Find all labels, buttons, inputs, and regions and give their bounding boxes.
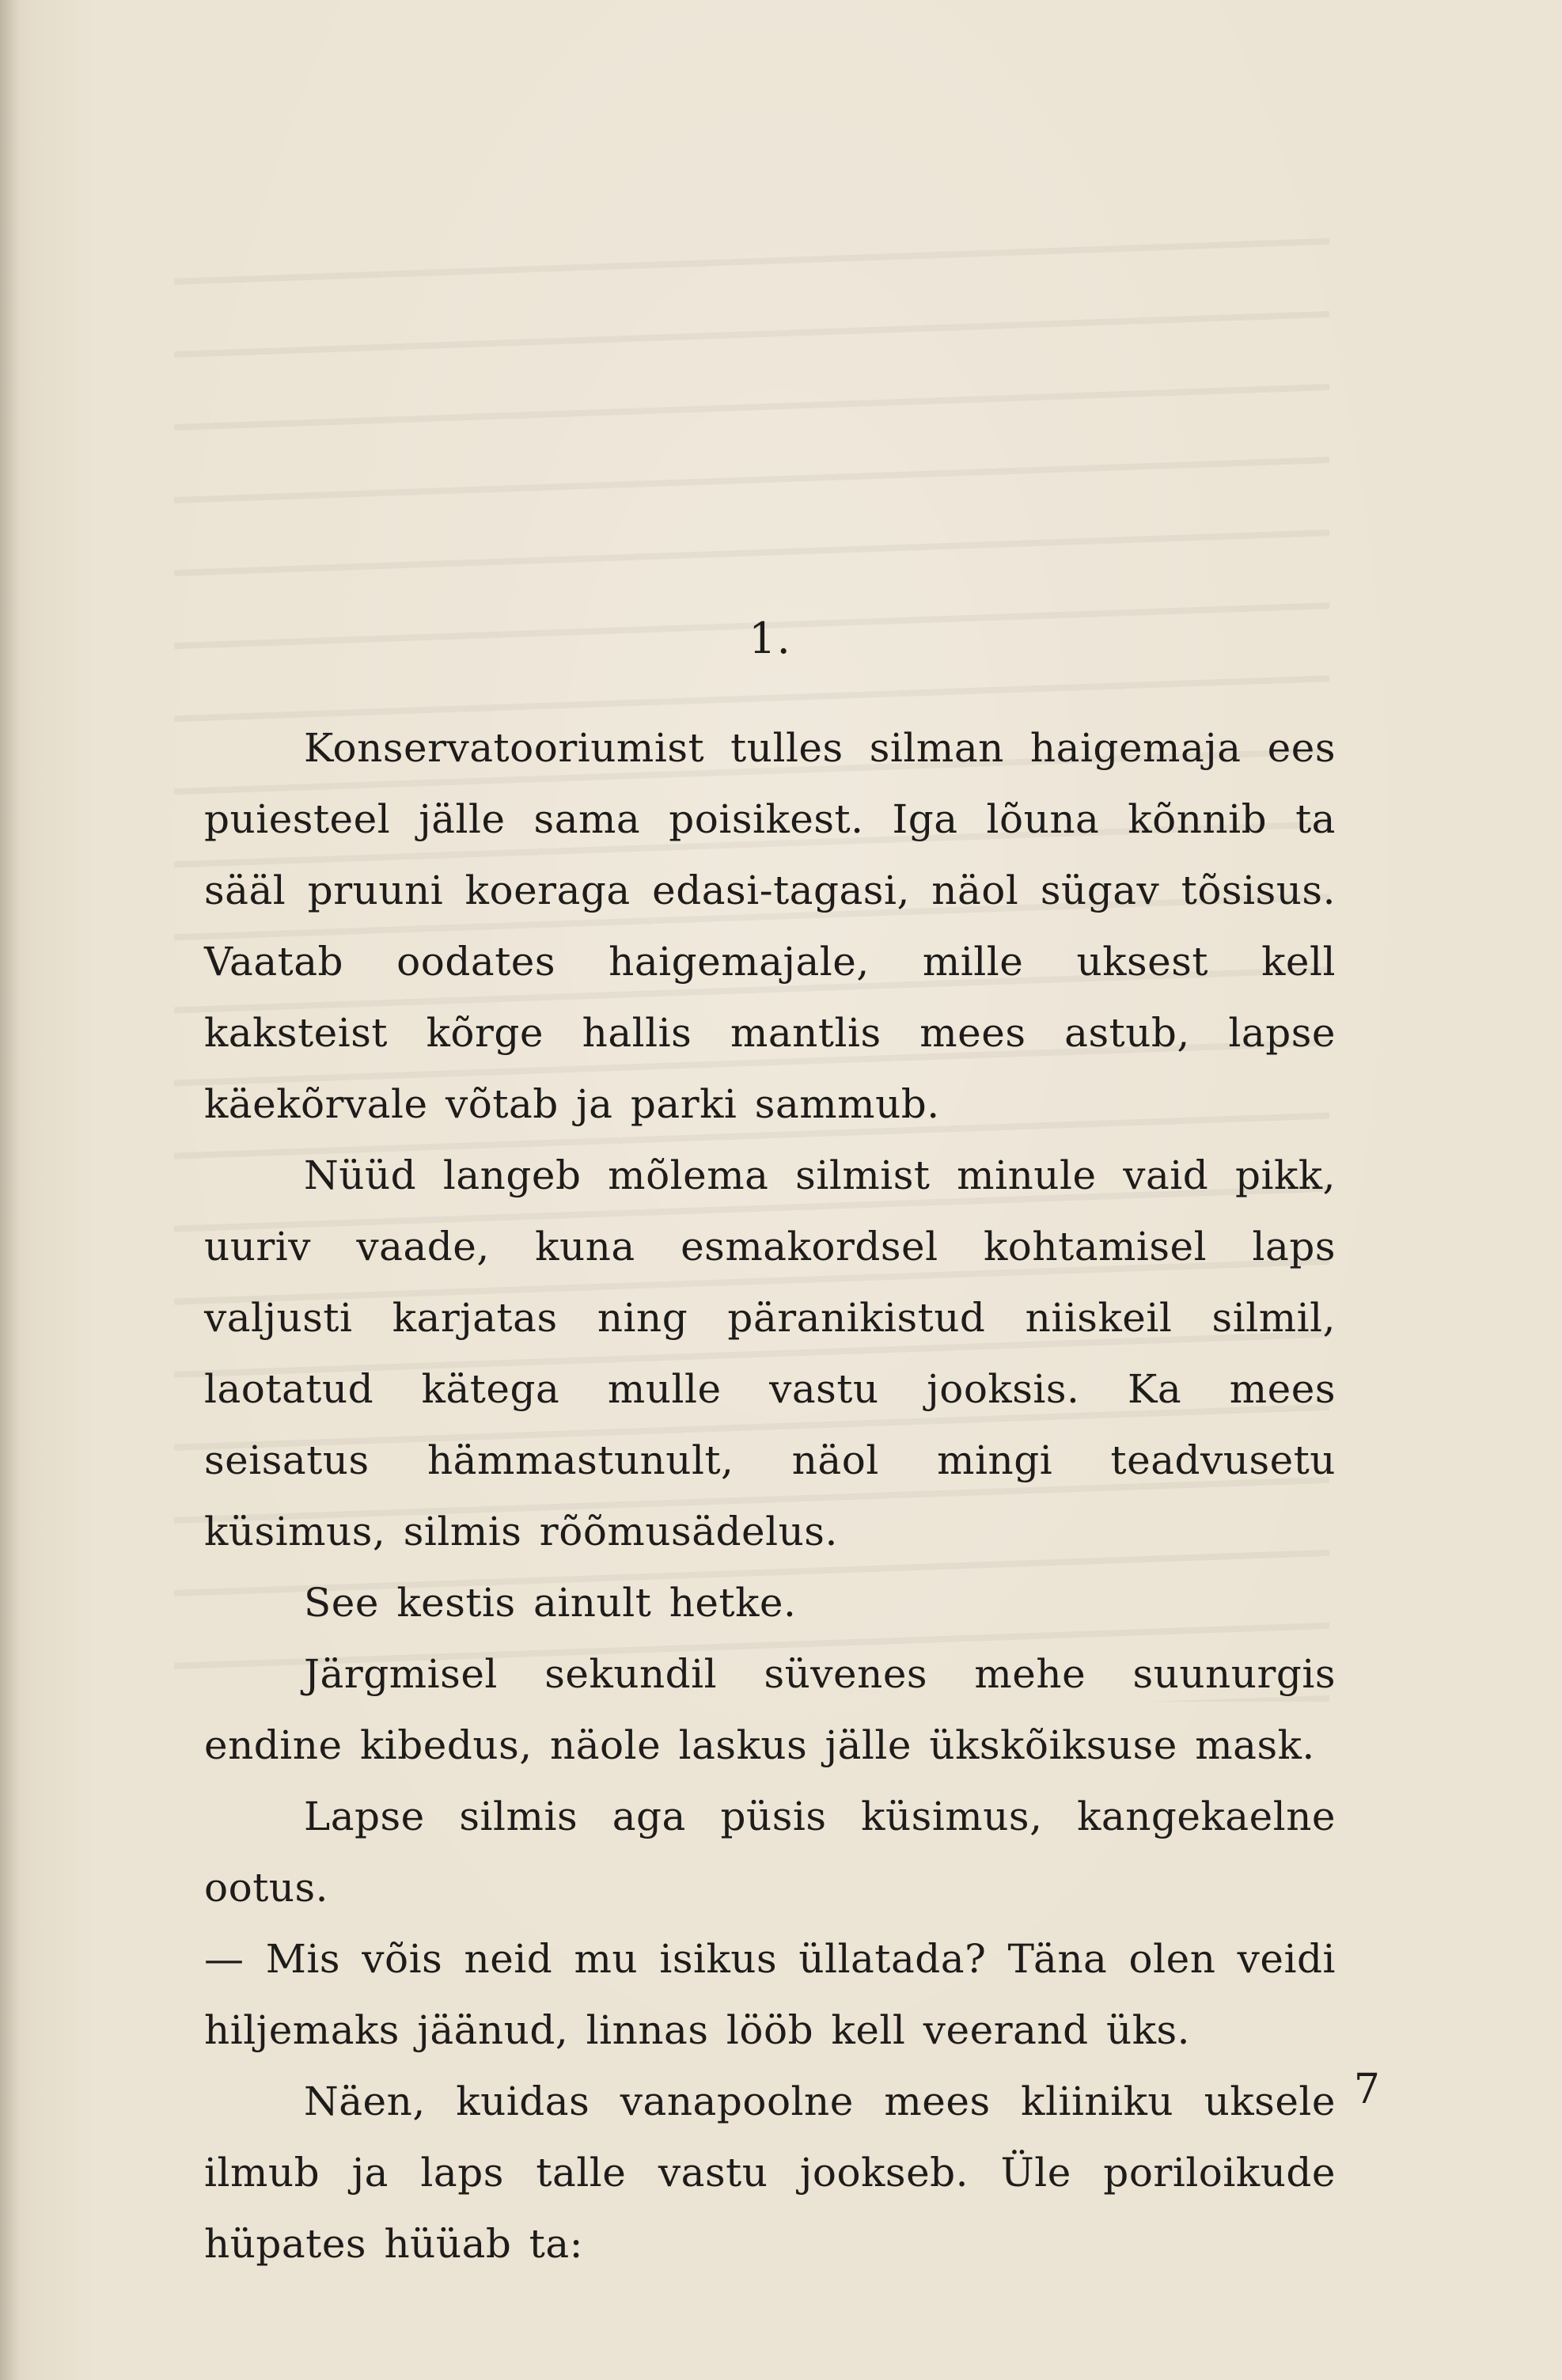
paragraph-3: See kestis ainult hetke. xyxy=(304,1580,797,1626)
page-number: 7 xyxy=(1353,2066,1380,2113)
chapter-number: 1. xyxy=(749,613,791,663)
paragraph-5: Lapse silmis aga püsis küsimus, kangekaelne ootus. xyxy=(204,1794,1336,1911)
page-edge-shadow xyxy=(0,0,19,2380)
paragraph-2: Nüüd langeb mõlema silmist minule vaid pikk, uuriv vaade, kuna esmakordsel kohtamisel laps valjusti karjatas ning päranikistud niiskeil silmil, laotatud kätega mulle vastu jooksis. Ka mees seisatus hämmastunult, näol mingi teadvusetu küsimus, silmis rõõmusädelus. xyxy=(204,1152,1336,1554)
page-content xyxy=(204,613,1336,2279)
paragraph-1: Konservatooriumist tulles silman haigemaja ees puiesteel jälle sama poisikest. Iga lõuna kõnnib ta sääl pruuni koeraga edasi-tagasi, näol sügav tõsisus. Vaatab oodates haigemajale, mille uksest kell kaksteist kõrge hallis mantlis mees astub, lapse käekõrvale võtab ja parki sammub. xyxy=(204,725,1336,1127)
paragraph-7: Näen, kuidas vanapoolne mees kliiniku uksele ilmub ja laps talle vastu jookseb. Üle poriloikude hüpates hüüab ta: xyxy=(204,2078,1336,2267)
paragraph-4: Järgmisel sekundil süvenes mehe suunurgis endine kibedus, näole laskus jälle ükskõiksuse mask. xyxy=(204,1651,1336,1768)
paragraph-6: — Mis võis neid mu isikus üllatada? Täna olen veidi hiljemaks jäänud, linnas lööb kell veerand üks. xyxy=(204,1936,1336,2053)
